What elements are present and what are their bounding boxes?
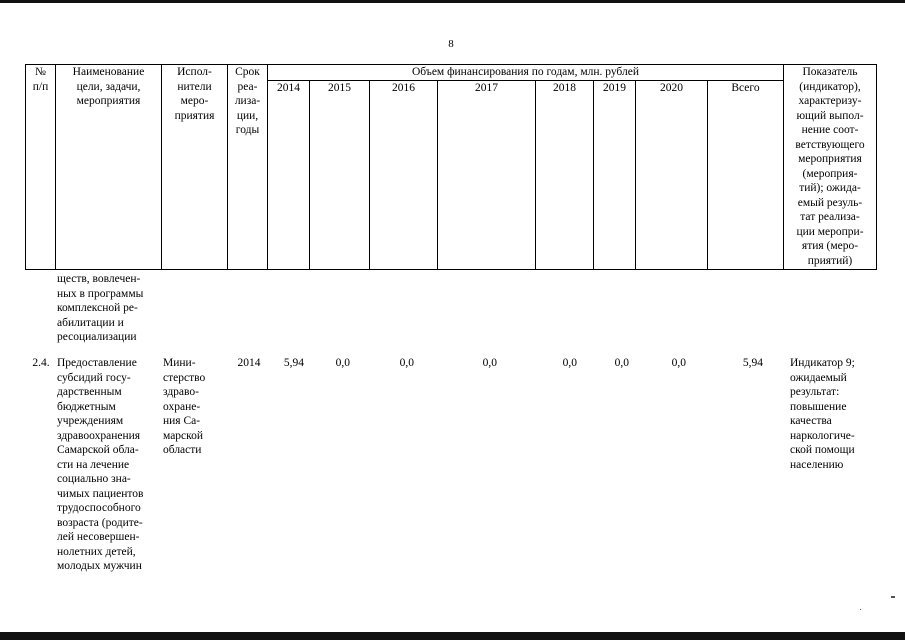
header-year-2018: 2018 [536, 80, 594, 269]
header-year-2015: 2015 [310, 80, 370, 269]
row-value-2015: 0,0 [335, 357, 350, 369]
row-term: 2014 [237, 357, 261, 369]
header-year-2014: 2014 [268, 80, 310, 269]
header-funding: Объем финансирования по годам, млн. рублей [268, 65, 784, 81]
header-year-total: Всего [708, 80, 784, 269]
header-name: Наименование цели, задачи, мероприятия [56, 65, 162, 270]
header-year-2020: 2020 [636, 80, 708, 269]
page-number: 8 [448, 38, 454, 50]
row-number: 2.4. [32, 357, 50, 369]
row-value-2016: 0,0 [399, 357, 414, 369]
row-value-2014: 5,94 [283, 357, 304, 369]
scan-edge-top [0, 0, 905, 3]
header-year-2016: 2016 [370, 80, 438, 269]
continuation-text: ществ, вовлечен- ных в программы комплексной ре- абилитации и ресоциализации [57, 273, 144, 343]
header-num: № п/п [26, 65, 56, 270]
row-name: Предоставление субсидий госу- дарственным бюджетным учреждениям здравоохранения Самарской обла- сти на лечение социально зна- чимых пациентов трудоспособного возраста (родите- лей несовершен- нолетних детей, молодых мужчин [57, 357, 144, 572]
header-year-2017: 2017 [438, 80, 536, 269]
row-value-2019: 0,0 [614, 357, 629, 369]
header-term: Срок реа- лиза- ции, годы [228, 65, 268, 270]
table-header [25, 64, 877, 270]
row-value-2018: 0,0 [562, 357, 577, 369]
row-value-2020: 0,0 [671, 357, 686, 369]
scan-speck [860, 609, 861, 610]
header-indicator: Показатель (индикатор), характеризу- ющий выпол- нение соот- ветствующего мероприятия (мероприя- тий); ожида- емый резуль- тат реализа- ции меропри- ятия (меро- приятий) [784, 65, 877, 270]
row-value-2017: 0,0 [482, 357, 497, 369]
row-executor: Мини- стерство здраво- охране- ния Са- марской области [163, 357, 206, 456]
row-value-total: 5,94 [742, 357, 763, 369]
scan-speck [891, 596, 895, 598]
scan-edge-bottom [0, 632, 905, 640]
header-executor: Испол- нители меро- приятия [162, 65, 228, 270]
row-indicator: Индикатор 9; ожидаемый результат: повышение качества наркологиче- ской помощи населению [790, 357, 855, 471]
header-year-2019: 2019 [594, 80, 636, 269]
